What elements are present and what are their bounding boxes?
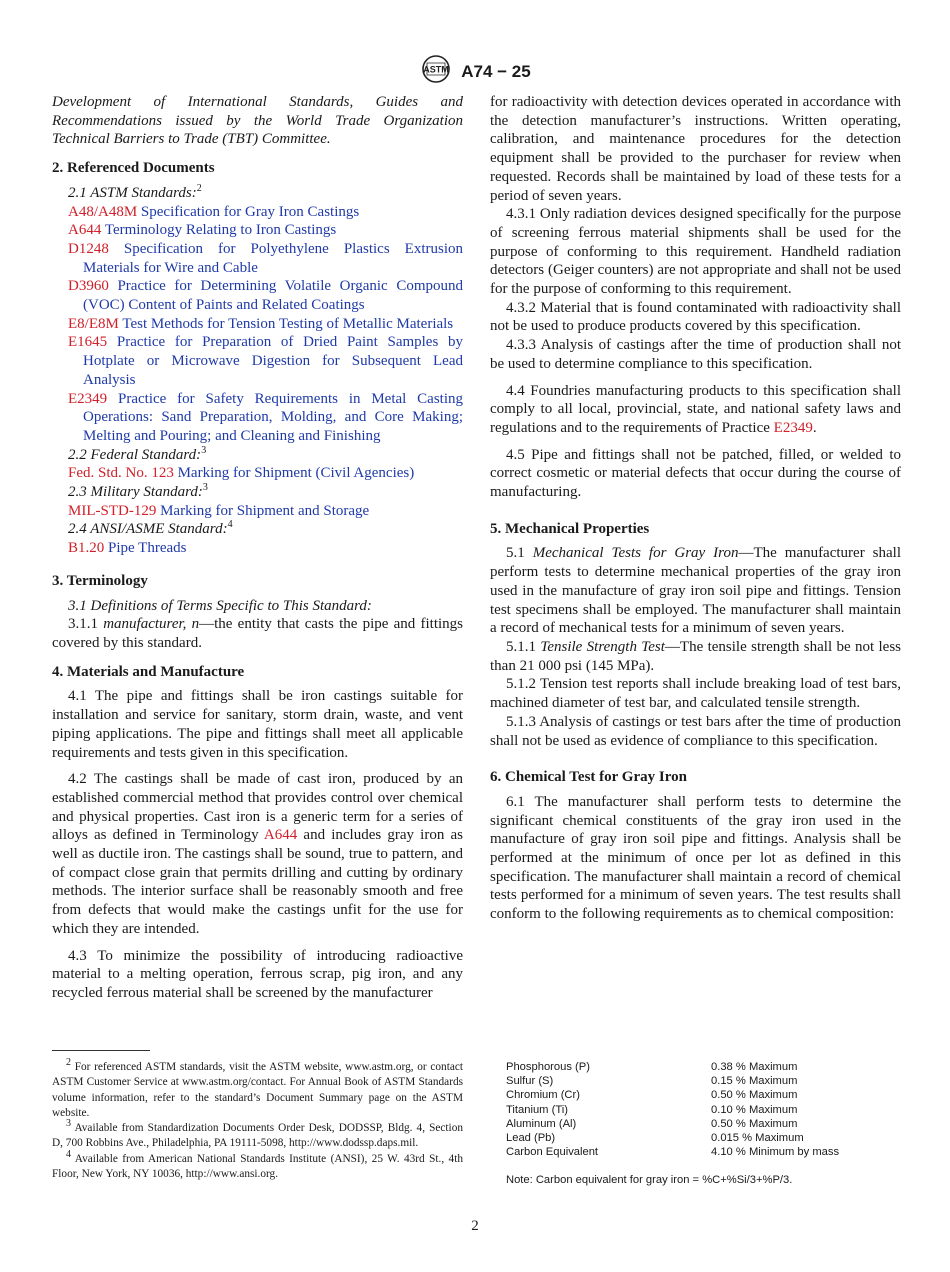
table-row [506, 1074, 886, 1088]
footnote [52, 1057, 463, 1121]
left-column [52, 93, 463, 1003]
clause-heading: Tensile Strength Test [540, 638, 665, 655]
astm-logo-icon [419, 54, 453, 89]
reference-code-link[interactable]: E8/E8M [68, 315, 119, 332]
element-limit: 0.50 % Maximum [711, 1089, 798, 1102]
paragraph-text: . [812, 419, 817, 436]
element-limit: 0.10 % Maximum [711, 1103, 798, 1116]
reference-title-link[interactable]: Marking for Shipment (Civil Agencies) [177, 465, 415, 482]
reference-item [52, 390, 463, 446]
a644-link[interactable]: A644 [263, 827, 298, 844]
reference-title-link[interactable]: Pipe Threads [108, 540, 187, 557]
paragraph-4-3-2: 4.3.2 Material that is found contaminated with radioactivity shall not be used to produce products covered by this specification. [490, 299, 901, 335]
footnote-number: 2 [66, 1057, 71, 1069]
reference-code-link[interactable]: D1248 [68, 240, 109, 257]
paragraph-5-1-3: 5.1.3 Analysis of castings or test bars after the time of production shall not be used as evidence of compliance to this specification. [490, 713, 901, 749]
element-limit: 0.50 % Maximum [711, 1117, 798, 1130]
subsection-2-3 [52, 483, 463, 502]
element-name: Titanium (Ti) [506, 1103, 568, 1116]
reference-code-link[interactable]: E1645 [68, 334, 108, 351]
astm-standards-label: 2.1 ASTM Standards: [68, 184, 197, 201]
reference-item [52, 221, 463, 240]
footnote-number: 3 [66, 1118, 71, 1130]
reference-title-link[interactable]: Practice for Determining Volatile Organic Compound (VOC) Content of Paints and Related Coatings [83, 278, 463, 314]
subsection-2-4 [52, 520, 463, 539]
footnotes [52, 1057, 463, 1182]
table-row [506, 1088, 886, 1102]
paragraph-5-1 [490, 544, 901, 638]
paragraph-text: —The tensile strength shall be not less than 21 000 psi (145 MPa). [490, 638, 901, 674]
clause-number: 3.1.1 [68, 616, 98, 633]
table-row [506, 1060, 886, 1074]
footnote-ref-3[interactable]: 3 [201, 444, 207, 456]
paragraph-4-3: 4.3 To minimize the possibility of introducing radioactive material to a melting operation, ferrous scrap, pig iron, and any recycled ferrous material shall be screened by the manufacturer [52, 947, 463, 1001]
table-row [506, 1131, 886, 1145]
element-name: Aluminum (Al) [506, 1117, 577, 1130]
footnote [52, 1149, 463, 1183]
clause-number: 5.1 [506, 545, 525, 562]
footnote-text: For referenced ASTM standards, visit the ASTM website, www.astm.org, or contact ASTM Customer Service at www.astm.org/contact. For Annual Book of ASTM Standards volume information, refer to the standard’s Document Summary page on the ASTM website. [52, 1061, 463, 1119]
element-name: Sulfur (S) [506, 1075, 554, 1088]
right-column [490, 93, 901, 924]
reference-item [52, 277, 463, 314]
reference-code-link[interactable]: A48/A48M [68, 203, 138, 220]
paragraph-4-4 [490, 382, 901, 438]
section-4-heading: 4. Materials and Manufacture [52, 663, 245, 680]
subsection-3-1-1 [52, 615, 463, 652]
paragraph-4-1: 4.1 The pipe and fittings shall be iron castings suitable for installation and service for sanitary, storm drain, waste, and vent piping applications. The pipe and fittings shall meet all applicable requirements and tests given in this specification. [52, 688, 463, 761]
footnote-divider [52, 1050, 150, 1051]
reference-title-link[interactable]: Test Methods for Tension Testing of Metallic Materials [122, 315, 454, 332]
page-header [0, 54, 950, 89]
paragraph-4-5: 4.5 Pipe and fittings shall not be patched, filled, or welded to correct cosmetic or material defects that occur during the course of manufacturing. [490, 446, 901, 501]
reference-code-link[interactable]: Fed. Std. No. 123 [68, 465, 174, 482]
element-name: Lead (Pb) [506, 1132, 556, 1145]
section-3-heading: 3. Terminology [52, 572, 148, 589]
element-limit: 0.38 % Maximum [711, 1061, 798, 1073]
element-name: Phosphorous (P) [506, 1061, 590, 1073]
element-name: Carbon Equivalent [506, 1146, 599, 1159]
paragraph-text: —The manufacturer shall perform tests to determine mechanical properties of the gray iron used in the manufacture of gray iron soil pipe and fittings. Tension test specimens shall be employed. The manufacturer shall maintain a record of mechanical tests for a minimum of seven years. [490, 545, 901, 637]
reference-title-link[interactable]: Practice for Preparation of Dried Paint Samples by Hotplate or Microwave Digestion for Subsequent Lead Analysis [83, 334, 464, 388]
element-limit: 0.15 % Maximum [711, 1075, 798, 1088]
table-note: Note: Carbon equivalent for gray iron = %C+%Si/3+%P/3. [506, 1174, 793, 1187]
reference-item [52, 203, 463, 222]
svg-text:ASTM: ASTM [423, 64, 449, 75]
federal-standard-label: 2.2 Federal Standard: [68, 446, 202, 463]
paragraph-5-1-2: 5.1.2 Tension test reports shall include breaking load of test bars, machined diameter of test bar, and calculated tensile strength. [490, 676, 901, 712]
paragraph-text: and includes gray iron as well as ductile iron. The castings shall be sound, true to pattern, and of compact close grain that permits drilling and cutting by ordinary methods. The interior surface shall be reasonably smooth and free from defects that would make the castings unfit for the use for which they are intended. [52, 827, 463, 937]
paragraph-4-3-3: 4.3.3 Analysis of castings after the time of production shall not be used to determine compliance to this specification. [490, 337, 901, 372]
footnote-number: 4 [66, 1149, 71, 1161]
footnote-text: Available from American National Standards Institute (ANSI), 25 W. 43rd St., 4th Floor, New York, NY 10036, http://www.ansi.org. [52, 1152, 463, 1181]
subsection-2-1 [52, 184, 463, 203]
element-limit: 4.10 % Minimum by mass [711, 1146, 840, 1159]
footnote [52, 1118, 463, 1152]
reference-code-link[interactable]: A644 [68, 222, 102, 239]
reference-item [52, 502, 463, 521]
defined-term: manufacturer, n [103, 616, 200, 633]
paragraph-4-3-1: 4.3.1 Only radiation devices designed specifically for the purpose of screening ferrous material shipments shall be used for the purpose of conforming to this requirement. Handheld radiation detectors (Geiger counters) are not appropriate and shall not be used for the purpose of conforming to this requirement. [490, 206, 901, 298]
reference-item [52, 333, 463, 389]
reference-item [52, 464, 463, 483]
document-designation: A74 − 25 [461, 61, 531, 81]
reference-title-link[interactable]: Specification for Polyethylene Plastics Extrusion Materials for Wire and Cable [83, 240, 463, 276]
clause-number: 5.1.1 [506, 638, 536, 655]
chemical-composition-table [506, 1060, 886, 1188]
reference-title-link[interactable]: Practice for Safety Requirements in Metal Casting Operations: Sand Preparation, Molding, and Core Making; Melting and Pouring; and Cleaning and Finishing [83, 390, 463, 444]
table-row [506, 1103, 886, 1117]
footnote-text: Available from Standardization Documents Order Desk, DODSSP, Bldg. 4, Section D, 700 Robbins Ave., Philadelphia, PA 19111-5098, http://www.dodssp.daps.mil. [52, 1122, 463, 1150]
reference-title-link[interactable]: Marking for Shipment and Storage [160, 502, 370, 519]
footnote-ref-4[interactable]: 4 [227, 519, 233, 531]
reference-code-link[interactable]: B1.20 [68, 540, 105, 557]
paragraph-5-1-1 [490, 638, 901, 675]
intro-paragraph: Development of International Standards, Guides and Recommendations issued by the World Trade Organization Technical Barriers to Trade (TBT) Committee. [52, 94, 463, 148]
ansi-standard-label: 2.4 ANSI/ASME Standard: [68, 521, 228, 538]
table-row [506, 1117, 886, 1131]
reference-item [52, 240, 463, 277]
section-6-heading: 6. Chemical Test for Gray Iron [490, 769, 687, 786]
table-row [506, 1145, 886, 1159]
military-standard-label: 2.3 Military Standard: [68, 484, 203, 501]
section-5-heading: 5. Mechanical Properties [490, 520, 650, 537]
reference-code-link[interactable]: MIL-STD-129 [68, 502, 157, 519]
paragraph-4-2 [52, 770, 463, 938]
reference-title-link[interactable]: Specification for Gray Iron Castings [140, 203, 360, 220]
paragraph-text: 4.2 The castings shall be made of cast iron, produced by an established commercial method that provides control over chemical and physical properties. Cast iron is a generic term for a series of alloys as defined in Terminology [52, 771, 463, 844]
reference-item [52, 539, 463, 558]
definition-text: —the entity that casts the pipe and fittings covered by this standard. [52, 616, 464, 651]
paragraph-6-1: 6.1 The manufacturer shall perform tests to determine the significant chemical constituents of the gray iron used in the manufacture of gray iron soil pipe and fittings. Analysis shall be performed at the minimum of once per lot as defined in this specification. The manufacturer shall maintain a record of chemical tests performed for a minimum of seven years. The test results shall conform to the following requirements as to chemical composition: [490, 793, 901, 923]
page-number: 2 [471, 1218, 479, 1234]
e2349-link[interactable]: E2349 [773, 419, 813, 436]
footnote-ref-2[interactable]: 2 [196, 182, 202, 194]
paragraph-4-3-continued: for radioactivity with detection devices operated in accordance with the detection manufacturer’s instructions. Written operating, calibration, and maintenance procedures for the detection equipment shall be provided to the purchaser for review when requested. Records shall be maintained by load of these tests for a period of seven years. [490, 94, 901, 204]
element-limit: 0.015 % Maximum [711, 1132, 804, 1145]
reference-code-link[interactable]: D3960 [68, 278, 109, 295]
element-name: Chromium (Cr) [506, 1089, 580, 1102]
reference-code-link[interactable]: E2349 [68, 390, 108, 407]
clause-heading: Mechanical Tests for Gray Iron [532, 545, 739, 562]
section-2-heading: 2. Referenced Documents [52, 160, 215, 177]
paragraph-text: 4.4 Foundries manufacturing products to this specification shall comply to all local, provincial, state, and national safety laws and regulations and to the requirements of Practice [490, 382, 901, 436]
footnote-ref-3[interactable]: 3 [202, 482, 208, 494]
subsection-2-2 [52, 446, 463, 465]
reference-item [52, 315, 463, 334]
subsection-3-1: 3.1 Definitions of Terms Specific to This Standard: [68, 597, 372, 614]
reference-title-link[interactable]: Terminology Relating to Iron Castings [104, 222, 337, 239]
